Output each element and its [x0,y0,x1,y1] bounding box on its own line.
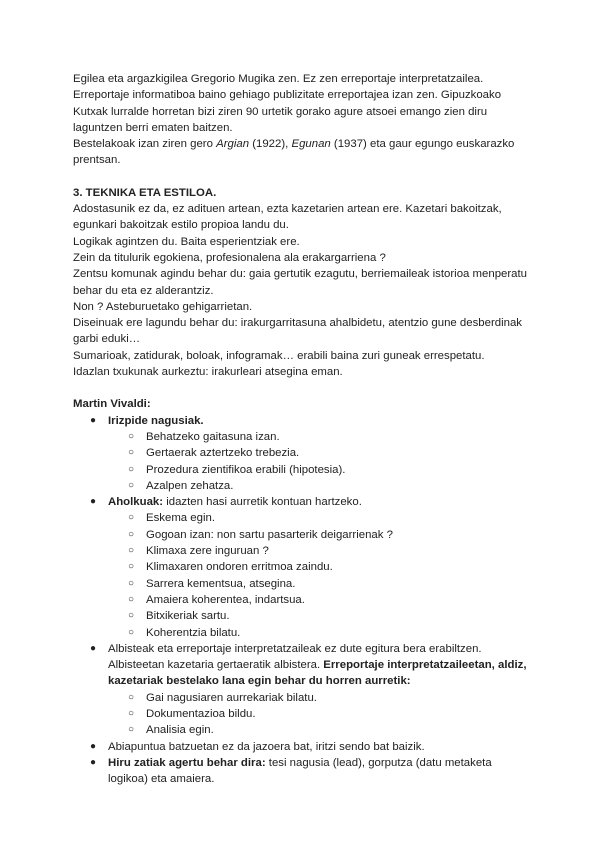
sub-list-item: ○ Prozedura zientifikoa erabili (hipotesia). [146,462,533,478]
section-line: Diseinuak ere lagundu behar du: irakurgarritasuna ahalbidetu, atentzio gune desberdinak garbi eduki… [73,317,522,346]
albisteak-text: Albisteak eta erreportaje interpretatzaileak ez dute egitura bera erabiltzen. Albisteetan kazetaria gertaeratik albistera. [108,642,482,672]
sub-list-item: ○ Gertaerak aztertzeko trebezia. [146,445,533,461]
intro-text: Bestelakoak izan ziren gero [73,138,217,151]
sub-list-item: ○ Behatzeko gaitasuna izan. [146,429,533,445]
sub-list-item: ○ Gai nagusiaren aurrekariak bilatu. [146,690,533,706]
publication-argian: Argian [216,138,250,151]
intro-text: (1937) eta gaur egungo euskarazko prentsan. [73,138,515,167]
section-line: Non ? Asteburuetako gehigarrietan. [73,300,253,313]
intro-paragraph-2 [73,136,533,169]
sub-list-item: ○ Klimaxa zere inguruan ? [146,543,533,559]
section-heading: 3. TEKNIKA ETA ESTILOA. [73,186,217,199]
list-item [108,641,533,739]
list-item [108,755,533,788]
vivaldi-heading: Martin Vivaldi: [73,398,151,411]
hiru-zatiak-text: tesi nagusia (lead), gorputza (datu metaketa logikoa) eta amaiera. [108,756,492,786]
vivaldi-list [73,413,533,788]
section-line: Sumarioak, zatidurak, boloak, infogramak… erabili baina zuri guneak errespetatu. [73,349,485,362]
sub-list-item: ○ Koherentzia bilatu. [146,625,533,641]
intro-text: (1922), [249,138,292,151]
publication-egunan: Egunan [291,138,331,151]
aholkuak-title: Aholkuak: [108,496,164,509]
section-line: Logikak agintzen du. Baita esperientziak ere. [73,235,300,248]
sub-list-item: ○ Dokumentazioa bildu. [146,706,533,722]
document-page [73,71,533,787]
section-line: Zentsu komunak agindu behar du: gaia gertutik ezagutu, berriemaileak istorioa menperatu behar du eta ez alderantziz. [73,268,527,297]
sub-list-item: ○ Klimaxaren ondoren erritmoa zaindu. [146,559,533,575]
section-line: Idazlan txukunak aurkeztu: irakurleari atsegina eman. [73,366,343,379]
hiru-zatiak-bold: Hiru zatiak agertu behar dira: [108,756,266,769]
intro-paragraph-1: Egilea eta argazkigilea Gregorio Mugika zen. Ez zen erreportaje interpretatzailea. Erreportaje informatiboa baino gehiago publizitate erreportajea izan zen. Gipuzkoako Kutxak lurralde horretan bizi ziren 90 urtetik gorako agure atsoei emango zien diru laguntzen berri ematen baitzen. [73,73,502,134]
albisteak-bold: Erreportaje interpretatzaileetan, aldiz, kazetariak bestelako lana egin behar du horren aurretik: [108,659,527,688]
aholkuak-sublist [108,510,533,640]
sub-list-item: ○ Sarrera kementsua, atsegina. [146,576,533,592]
section-line: Adostasunik ez da, ez adituen artean, ezta kazetarien artean ere. Kazetari bakoitzak, egunkari bakoitzak estilo propioa landu du. [73,203,502,232]
irizpide-title: Irizpide nagusiak. [108,414,204,427]
aholkuak-text: idazten hasi aurretik kontuan hartzeko. [163,496,362,509]
sub-list-item: ○ Bitxikeriak sartu. [146,608,533,624]
list-item [108,413,533,494]
irizpide-sublist [108,429,533,494]
section-line: Zein da titulurik egokiena, profesionalena ala erakargarriena ? [73,251,386,264]
sub-list-item: ○ Amaiera koherentea, indartsua. [146,592,533,608]
list-item: ● Abiapuntua batzuetan ez da jazoera bat, iritzi sendo bat baizik. [108,739,533,755]
sub-list-item: ○ Azalpen zehatza. [146,478,533,494]
list-item [108,494,533,641]
sub-list-item: ○ Eskema egin. [146,510,533,526]
sub-list-item: ○ Gogoan izan: non sartu pasarterik deigarrienak ? [146,527,533,543]
sub-list-item: ○ Analisia egin. [146,722,533,738]
albisteak-sublist [108,690,533,739]
